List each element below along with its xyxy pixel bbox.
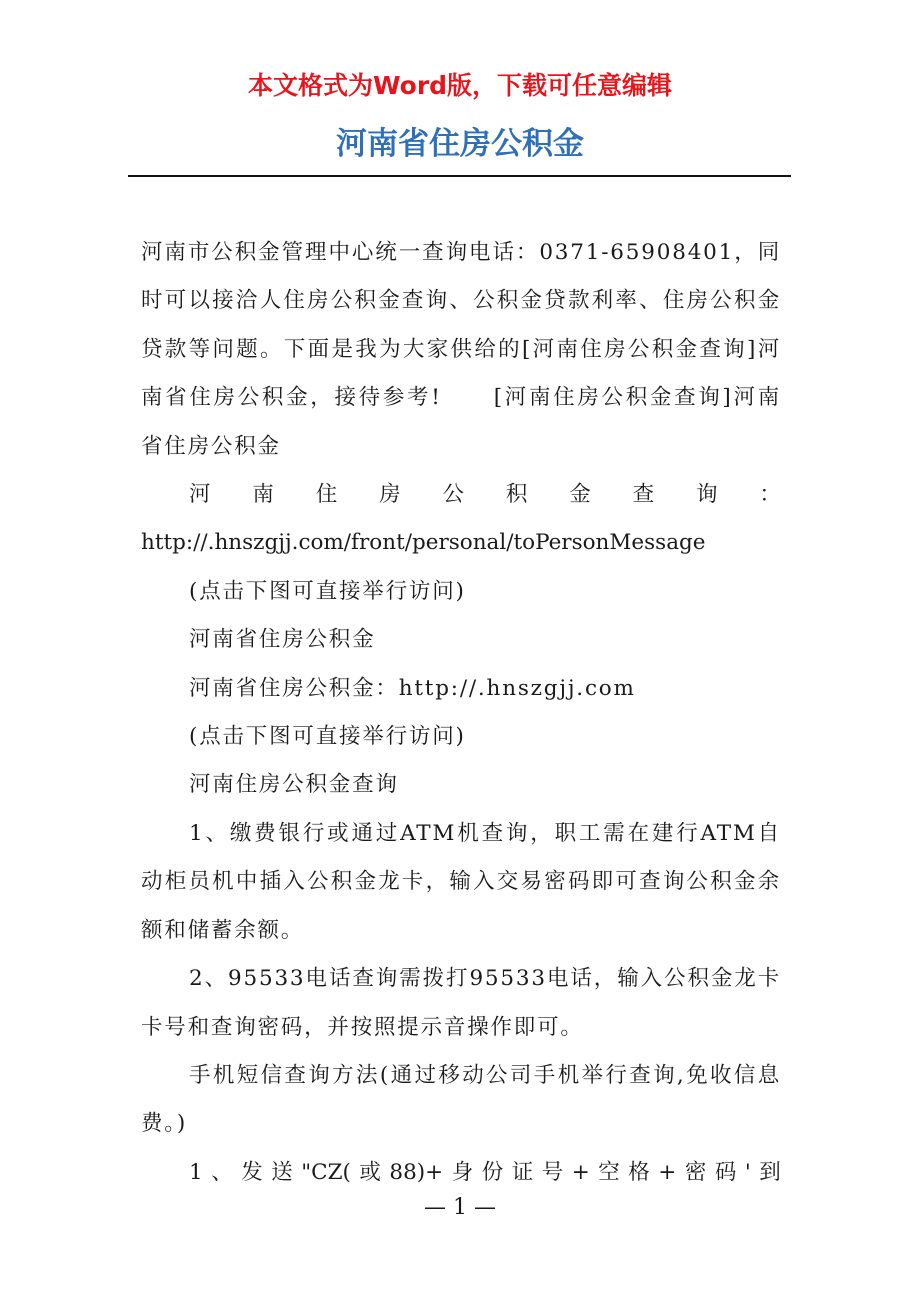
sms-step-token: 发: [241, 1159, 263, 1185]
query-heading: 河南住房公积金查询: [189, 772, 399, 798]
sms-step-token: 送: [271, 1159, 293, 1185]
page-title: 河南省住房公积金: [336, 126, 584, 162]
query-label-char: 河: [189, 482, 211, 508]
document-body: [141, 229, 781, 1197]
sms-step-token: +: [658, 1159, 677, 1185]
query-label-char: 南: [252, 482, 274, 508]
sms-step-token: ': [744, 1159, 751, 1185]
sms-step-token: +: [571, 1159, 590, 1185]
method-atm-paragraph: 1、缴费银行或通过ATM机查询，职工需在建行ATM自动柜员机中插入公积金龙卡，输入交易密码即可查询公积金余额和储蓄余额。: [141, 820, 781, 943]
click-note: (点击下图可直接举行访问): [189, 724, 466, 750]
sms-step-token: 身: [451, 1159, 474, 1185]
page-number: — 1 —: [424, 1195, 496, 1220]
sms-step-token: 、: [211, 1159, 233, 1185]
sms-step-line: [141, 1149, 781, 1197]
click-note: (点击下图可直接举行访问): [189, 578, 466, 604]
query-label-char: 公: [442, 482, 465, 508]
sms-step-token: 码: [714, 1159, 737, 1185]
intro-text: 河南市公积金管理中心统一查询电话：0371-65908401，同时可以接洽人住房公积金查询、公积金贷款利率、住房公积金贷款等问题。下面是我为大家供给的[河南住房公积金查询]河南省住房公积金，接待参考!: [141, 240, 781, 411]
query-label-char: 查: [632, 482, 655, 508]
query-label-char: 金: [569, 482, 591, 508]
query-label-char: 房: [379, 482, 401, 508]
site-heading: 河南省住房公积金: [189, 627, 376, 653]
sms-step-token: 到: [759, 1159, 781, 1185]
query-label-char: 积: [505, 482, 528, 508]
query-label-char: 询: [696, 482, 718, 508]
sms-step-token: 号: [541, 1159, 564, 1185]
query-url: http://.hnszgjj.com/front/personal/toPersonMessage: [141, 530, 706, 556]
query-label-line: [141, 471, 781, 519]
intro-paragraph: [141, 229, 781, 471]
sms-step-token: 或: [359, 1159, 381, 1185]
title-divider: [128, 175, 791, 177]
sms-step-token: 1: [189, 1159, 203, 1185]
download-banner: 本文格式为Word版，下载可任意编辑: [247, 71, 673, 100]
method-phone-paragraph: 2、95533电话查询需拨打95533电话，输入公积金龙卡卡号和查询密码，并按照提示音操作即可。: [141, 966, 781, 1040]
sms-step-token: 份: [481, 1159, 504, 1185]
sms-heading: 手机短信查询方法(通过移动公司手机举行查询,免收信息费。): [141, 1062, 781, 1137]
query-label-char: ：: [759, 482, 781, 508]
sms-step-token: "CZ(: [301, 1159, 351, 1185]
site-line: 河南省住房公积金：http://.hnszgjj.com: [189, 675, 636, 701]
sms-step-token: 空: [598, 1159, 620, 1185]
intro-title-ref: [河南住房公积金查询]河南省住房公积金: [141, 385, 781, 459]
sms-step-token: 证: [511, 1159, 534, 1185]
sms-step-token: 密: [684, 1159, 707, 1185]
sms-step-token: 88)+: [389, 1159, 444, 1185]
query-label-char: 住: [315, 482, 338, 508]
sms-step-token: 格: [628, 1159, 650, 1185]
